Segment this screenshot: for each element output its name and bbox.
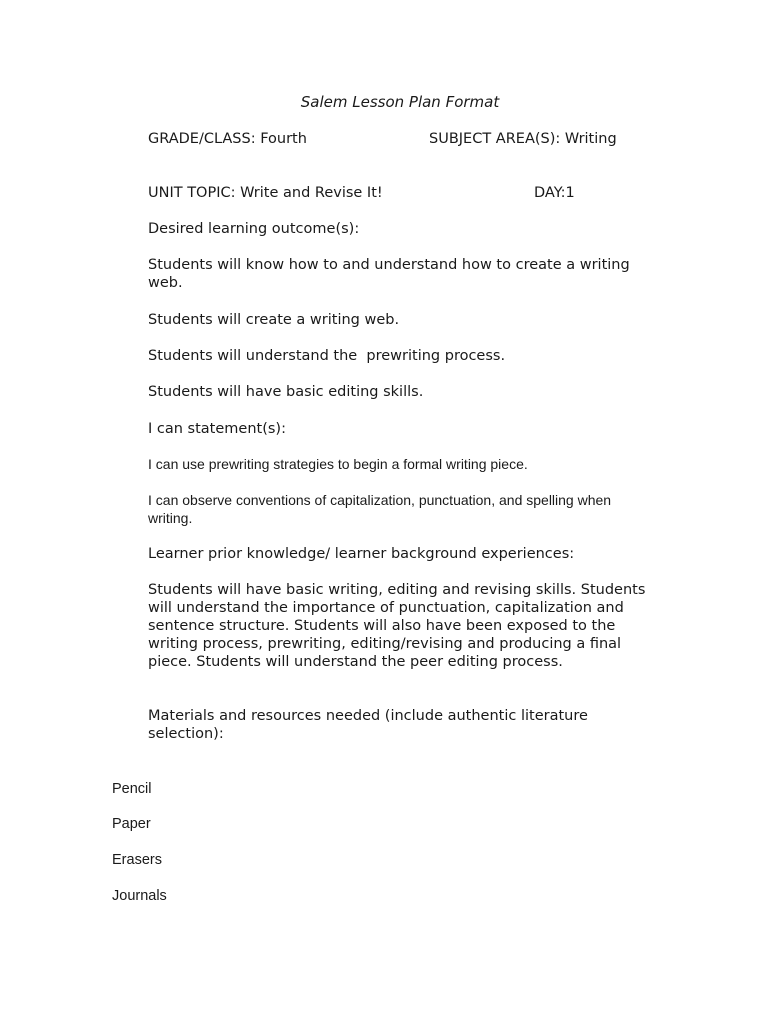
outcome-item: Students will have basic editing skills. [148, 384, 424, 400]
material-item: Erasers [112, 852, 162, 868]
outcome-item: Students will create a writing web. [148, 312, 400, 328]
i-can-item: I can observe conventions of capitalization, punctuation, and spelling when writing. [148, 492, 612, 526]
materials-heading: Materials and resources needed (include authentic literature selection): [148, 708, 588, 742]
prior-knowledge-heading: Learner prior knowledge/ learner background experiences: [148, 546, 575, 562]
subject-area: SUBJECT AREA(S): Writing [429, 131, 617, 147]
outcomes-heading: Desired learning outcome(s): [148, 221, 360, 237]
page-title: Salem Lesson Plan Format [300, 93, 500, 111]
material-item: Paper [112, 816, 151, 832]
day: DAY:1 [534, 185, 575, 201]
material-item: Pencil [112, 781, 152, 797]
grade-class: GRADE/CLASS: Fourth [148, 131, 307, 147]
outcome-item: Students will know how to and understand how to create a writing web. [148, 257, 630, 291]
material-item: Journals [112, 888, 167, 904]
i-can-item: I can use prewriting strategies to begin a formal writing piece. [148, 456, 528, 472]
i-can-heading: I can statement(s): [148, 421, 286, 437]
prior-knowledge-text: Students will have basic writing, editing and revising skills. Students will understand the importance of punctuation, capitalization and sentence structure. Students will also have been exposed to the writing process, prewriting, editing/revising and producing a final piece. Students will understand the peer editing process. [148, 582, 646, 670]
unit-topic: UNIT TOPIC: Write and Revise It! [148, 185, 383, 201]
outcome-item: Students will understand the prewriting process. [148, 348, 506, 364]
